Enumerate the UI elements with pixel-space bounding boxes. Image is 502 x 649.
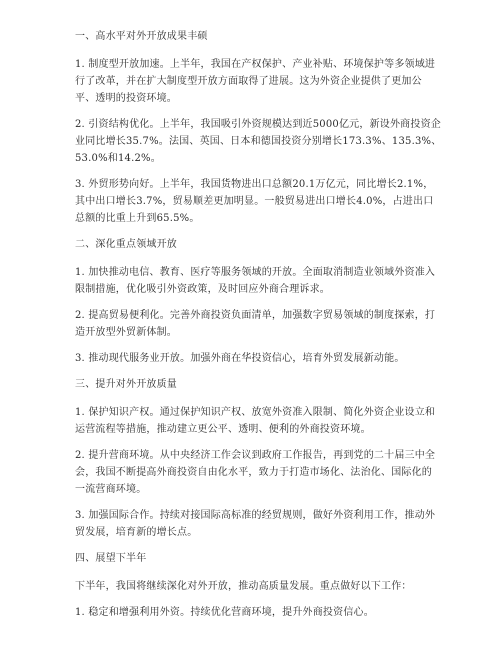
paragraph: 1. 加快推动电信、教育、医疗等服务领域的开放。全面取消制造业领域外资准入限制措施，优化吸引外资政策，及时回应外商合理诉求。 [75,267,436,295]
section-4 [75,550,442,621]
paragraph: 2. 引资结构优化。上半年，我国吸引外资规模达到近5000亿元，新设外商投资企业同比增长35.7%。法国、英国、日本和德国投资分别增长173.3%、135.3%、53.0%和14.2%。 [75,119,442,164]
paragraph: 2. 提高贸易便利化。完善外商投资负面清单，加强数字贸易领域的制度探索，打造开放型外贸新体制。 [75,310,436,338]
section-3 [75,376,442,541]
paragraph: 3. 推动现代服务业开放。加强外商在华投资信心，培育外贸发展新动能。 [75,353,405,364]
section-heading: 一、高水平对外开放成果丰硕 [75,31,208,42]
section-heading: 四、展望下半年 [75,553,147,564]
paragraph: 1. 保护知识产权。通过保护知识产权、放宽外资准入限制、简化外资企业设立和运营流程等措施，推动建立更公平、透明、便利的外商投资环境。 [75,407,436,435]
section-1 [75,28,442,227]
section-heading: 二、深化重点领域开放 [75,239,177,250]
paragraph: 1. 制度型开放加速。上半年，我国在产权保护、产业补贴、环境保护等多领域进行了改革，并在扩大制度型开放方面取得了进展。这为外资企业提供了更加公平、透明的投资环境。 [75,59,436,104]
section-2 [75,236,442,367]
paragraph: 下半年，我国将继续深化对外开放，推动高质量发展。重点做好以下工作： [75,581,412,592]
paragraph: 3. 加强国际合作。持续对接国际高标准的经贸规则，做好外资利用工作，推动外贸发展，培育新的增长点。 [75,510,436,538]
paragraph: 3. 外贸形势向好。上半年，我国货物进出口总额20.1万亿元，同比增长2.1%，其中出口增长3.7%，贸易顺差更加明显。一般贸易进出口增长4.0%，占进出口总额的比重上升到65.5%。 [75,179,434,224]
paragraph: 2. 提升营商环境。从中央经济工作会议到政府工作报告，再到党的二十届三中全会，我国不断提高外商投资自由化水平，致力于打造市场化、法治化、国际化的一流营商环境。 [75,450,436,495]
paragraph: 1. 稳定和增强利用外资。持续优化营商环境，提升外商投资信心。 [75,607,374,618]
section-heading: 三、提升对外开放质量 [75,379,177,390]
